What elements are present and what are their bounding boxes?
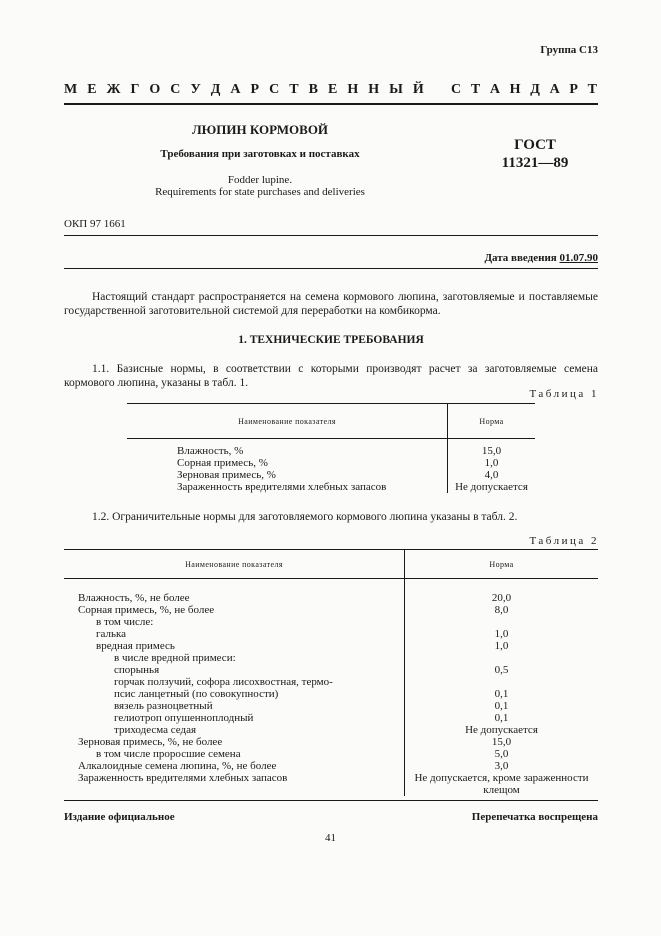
table1-header-name: Наименование показателя — [127, 404, 448, 439]
table-row — [64, 616, 598, 628]
table2-cell-norm — [405, 616, 599, 628]
table2-cell-name: Алкалоидные семена люпина, %, не более — [64, 760, 405, 772]
table1-caption: Таблица 1 — [529, 388, 599, 400]
table-row — [64, 676, 598, 688]
table2-cell-norm: 0,1 — [494, 700, 509, 712]
paragraph-1-2: 1.2. Ограничительные нормы для заготовляемого кормового люпина указаны в табл. 2. — [92, 511, 518, 523]
table1-cell-name: Сорная примесь, % — [127, 457, 448, 469]
table-row — [127, 481, 535, 493]
footer-official: Издание официальное — [64, 811, 175, 823]
table-1 — [127, 403, 535, 493]
table-row — [64, 724, 598, 736]
table2-cell-norm: 0,5 — [494, 664, 509, 676]
table2-cell-norm: 0,1 — [494, 688, 509, 700]
table1-cell-name: Влажность, % — [127, 439, 448, 458]
table2-cell-name: Сорная примесь, %, не более — [64, 604, 405, 616]
table-row — [64, 772, 598, 796]
table2-cell-name: Влажность, %, не более — [64, 579, 405, 605]
table-row — [127, 439, 535, 458]
table2-cell-norm: 20,0 — [491, 592, 512, 604]
table2-cell-name: галька — [64, 628, 405, 640]
document-title: ЛЮПИН КОРМОВОЙ — [191, 122, 329, 137]
group-code: Группа С13 — [540, 44, 598, 56]
table-row — [64, 652, 598, 664]
table-row — [64, 760, 598, 772]
section-heading: 1. ТЕХНИЧЕСКИЕ ТРЕБОВАНИЯ — [238, 334, 424, 346]
document-subtitle-en: Requirements for state purchases and deliveries — [155, 186, 365, 198]
table-2 — [64, 549, 598, 796]
table2-cell-norm: 0,1 — [494, 712, 509, 724]
table-row — [127, 457, 535, 469]
table2-cell-norm: 5,0 — [494, 748, 509, 760]
date-rule — [64, 268, 598, 269]
table-row — [64, 736, 598, 748]
gost-designation — [500, 136, 570, 172]
table2-cell-name: триходесма седая — [64, 724, 405, 736]
table-row — [64, 664, 598, 676]
table2-cell-norm: 8,0 — [494, 604, 509, 616]
table2-caption: Таблица 2 — [529, 535, 599, 547]
table1-cell-name: Зараженность вредителями хлебных запасов — [127, 481, 448, 493]
table2-cell-norm: Не допускается — [465, 724, 538, 736]
gost-number: 11321—89 — [501, 155, 569, 171]
table-row — [64, 628, 598, 640]
document-subtitle: Требования при заготовках и поставках — [160, 148, 360, 160]
table2-cell-name: Зерновая примесь, %, не более — [64, 736, 405, 748]
table1-cell-name: Зерновая примесь, % — [127, 469, 448, 481]
table2-cell-norm: 1,0 — [494, 628, 509, 640]
table2-header-name: Наименование показателя — [64, 550, 405, 579]
table1-cell-norm: 1,0 — [484, 457, 499, 469]
table-row — [64, 748, 598, 760]
table2-cell-norm — [405, 652, 599, 664]
document-title-en: Fodder lupine. — [227, 174, 293, 186]
table-row — [64, 604, 598, 616]
date-label: Дата введения — [484, 252, 557, 264]
table-row — [64, 700, 598, 712]
gost-label: ГОСТ — [514, 137, 556, 153]
footer-reprint: Перепечатка воспрещена — [471, 811, 598, 823]
table-row — [64, 688, 598, 700]
table2-cell-name: в числе вредной примеси: — [64, 652, 405, 664]
table-row — [64, 712, 598, 724]
effective-date — [484, 252, 598, 264]
table2-cell-name: в том числе проросшие семена — [64, 748, 405, 760]
banner-rule — [64, 103, 598, 105]
table2-cell-name: в том числе: — [64, 616, 405, 628]
intro-paragraph: Настоящий стандарт распространяется на семена кормового люпина, заготовляемые и поставляемые государственной заготовительной системой для переработки на комбикорма. — [64, 291, 598, 317]
table-row — [64, 640, 598, 652]
table2-cell-norm: 3,0 — [494, 760, 509, 772]
table-row — [127, 469, 535, 481]
banner-word-interstate: М Е Ж Г О С У Д А Р С Т В Е Н Н Ы Й — [64, 82, 424, 97]
date-value: 01.07.90 — [559, 252, 598, 264]
table2-cell-norm: Не допускается, кроме зараженности клещом — [414, 772, 589, 796]
standard-banner — [64, 82, 597, 98]
table2-cell-name: вязель разноцветный — [64, 700, 405, 712]
okp-code: ОКП 97 1661 — [64, 218, 126, 230]
table2-cell-name: псис ланцетный (по совокупности) — [64, 688, 405, 700]
table-row — [64, 579, 598, 605]
banner-word-standard: С Т А Н Д А Р Т — [451, 82, 597, 97]
table2-header-norm: Норма — [405, 550, 599, 579]
paragraph-1-1: 1.1. Базисные нормы, в соответствии с которыми производят расчет за заготовляемые семена кормового люпина, указаны в табл. 1. — [64, 363, 598, 389]
table2-cell-name: вредная примесь — [64, 640, 405, 652]
footer-rule — [64, 800, 598, 801]
table1-header-norm: Норма — [448, 404, 536, 439]
page-number: 41 — [325, 832, 336, 844]
okp-rule — [64, 235, 598, 236]
table2-cell-name: горчак ползучий, софора лисохвостная, термо- — [64, 676, 405, 688]
table2-cell-norm — [405, 676, 599, 688]
table2-cell-name: Зараженность вредителями хлебных запасов — [64, 772, 405, 796]
table1-cell-norm: 4,0 — [484, 469, 499, 481]
table2-cell-norm: 1,0 — [494, 640, 509, 652]
table2-cell-name: гелиотроп опушенноплодный — [64, 712, 405, 724]
table2-cell-norm: 15,0 — [491, 736, 512, 748]
table1-cell-norm: 15,0 — [481, 445, 502, 457]
table1-cell-norm: Не допускается — [455, 481, 528, 493]
table2-cell-name: спорынья — [64, 664, 405, 676]
